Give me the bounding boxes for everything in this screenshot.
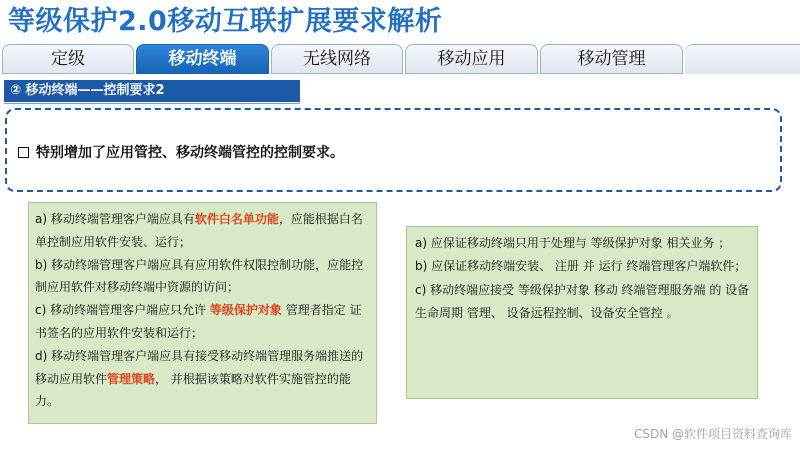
- notice-line: [18, 143, 344, 163]
- right-requirement-a: a) 应保证移动终端只用于处理与 等级保护对象 相关业务 ；: [415, 236, 731, 250]
- page-title: 等级保护2.0移动互联扩展要求解析: [8, 6, 443, 37]
- left-requirements-panel: [28, 202, 377, 424]
- requirement-c: [35, 299, 370, 345]
- requirement-a-highlight: 软件白名单功能: [194, 212, 279, 226]
- requirement-b: b) 移动终端管理客户端应具有应用软件权限控制功能，应能控制应用软件对移动终端中资源的访问；: [35, 257, 364, 295]
- section-divider: [4, 103, 300, 104]
- watermark: CSDN @软件项目资料查询库: [633, 427, 792, 441]
- section-title: ② 移动终端——控制要求2: [4, 80, 300, 102]
- tab-mobile-terminal[interactable]: 移动终端: [136, 44, 269, 74]
- requirement-a-text: a) 移动终端管理客户端应具有: [35, 212, 195, 226]
- requirement-d-text-end: ， 并根据该策略对软件实施管控的能力。: [35, 371, 351, 409]
- requirement-d-text: d) 移动终端管理客户端应具有接受移动终端管理服务端推送的移动应用软件: [35, 348, 364, 386]
- requirement-c-highlight: 等级保护对象: [209, 303, 282, 318]
- requirement-d-highlight: 管理策略: [107, 371, 156, 386]
- requirement-d: [35, 345, 370, 413]
- tab-wireless-network[interactable]: 无线网络: [271, 44, 403, 74]
- requirement-c-text-end: 管理者指定 证书签名的应用软件安装和运行；: [35, 303, 362, 340]
- right-requirements-panel: [406, 226, 758, 399]
- tab-grading[interactable]: 定级: [2, 44, 134, 74]
- tab-bar-filler: [685, 44, 800, 74]
- requirement-c-text: c) 移动终端管理客户端应只允许: [35, 303, 210, 318]
- tab-mobile-application[interactable]: 移动应用: [405, 44, 538, 74]
- right-requirement-b: b) 应保证移动终端安装、 注册 并 运行 终端管理客户端软件；: [415, 259, 747, 274]
- checkbox-icon: [18, 147, 29, 158]
- right-requirement-c: c) 移动终端应接受 等级保护对象 移动 终端管理服务端 的 设备 生命周期 管理、 设备远程控制、设备安全管控 。: [415, 282, 750, 321]
- tab-mobile-management[interactable]: 移动管理: [540, 44, 683, 74]
- notice-text: 特别增加了应用管控、移动终端管控的控制要求。: [36, 145, 344, 161]
- requirement-a: [35, 208, 370, 254]
- tab-bar: [0, 44, 800, 74]
- requirement-a-text-end: ，应能根据白名单控制应用软件安装、运行；: [35, 212, 363, 249]
